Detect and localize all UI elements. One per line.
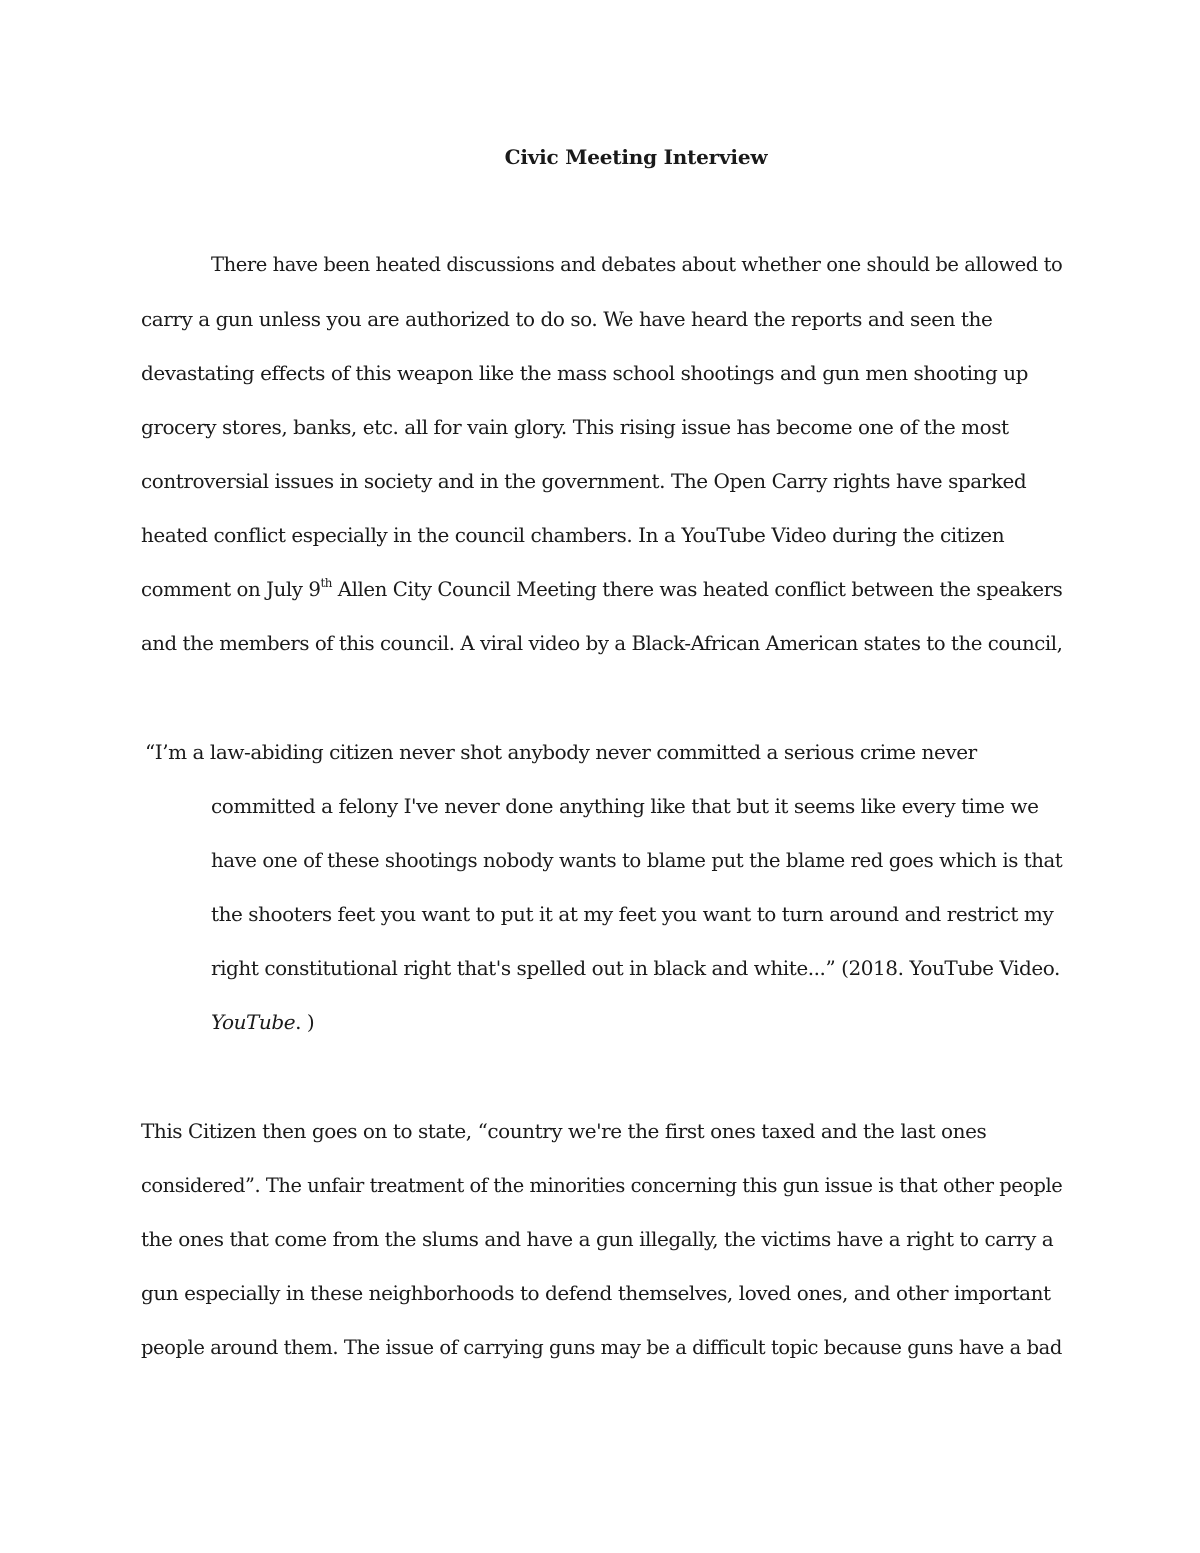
line7-text-start: comment on July 9 xyxy=(141,577,321,601)
quote-citation-line xyxy=(211,1009,314,1035)
quote-line-5: right constitutional right that's spelled out in black and white...” (2018. YouTube Video. xyxy=(211,956,1060,980)
paragraph1-line-8: and the members of this council. A viral video by a Black-African American states to the council, xyxy=(141,631,1063,655)
paragraph1-line-6: heated conflict especially in the council chambers. In a YouTube Video during the citizen xyxy=(141,523,1005,547)
paragraph2-line-1: This Citizen then goes on to state, “country we're the first ones taxed and the last ones xyxy=(141,1119,987,1143)
quote-line-2: committed a felony I've never done anything like that but it seems like every time we xyxy=(211,794,1039,818)
ordinal-superscript: th xyxy=(320,576,332,591)
quote-line-4: the shooters feet you want to put it at my feet you want to turn around and restrict my xyxy=(211,902,1054,926)
paragraph2-line-2: considered”. The unfair treatment of the minorities concerning this gun issue is that other people xyxy=(141,1173,1063,1197)
paragraph2-line-5: people around them. The issue of carrying guns may be a difficult topic because guns have a bad xyxy=(141,1335,1062,1359)
paragraph1-line-5: controversial issues in society and in the government. The Open Carry rights have sparked xyxy=(141,469,1027,493)
paragraph1-line-2: carry a gun unless you are authorized to do so. We have heard the reports and seen the xyxy=(141,307,993,331)
line7-text-end: Allen City Council Meeting there was heated conflict between the speakers xyxy=(331,577,1063,601)
paragraph1-line-1: There have been heated discussions and debates about whether one should be allowed to xyxy=(211,252,1063,276)
citation-source-italic: YouTube xyxy=(211,1010,296,1034)
paragraph2-line-4: gun especially in these neighborhoods to defend themselves, loved ones, and other important xyxy=(141,1281,1051,1305)
paragraph1-line-3: devastating effects of this weapon like the mass school shootings and gun men shooting up xyxy=(141,361,1028,385)
paragraph2-line-3: the ones that come from the slums and have a gun illegally, the victims have a right to carry a xyxy=(141,1227,1054,1251)
quote-line-3: have one of these shootings nobody wants to blame put the blame red goes which is that xyxy=(211,848,1063,872)
quote-line-1: “I’m a law-abiding citizen never shot anybody never committed a serious crime never xyxy=(145,740,977,764)
paragraph1-line-4: grocery stores, banks, etc. all for vain glory. This rising issue has become one of the most xyxy=(141,415,1009,439)
document-title: Civic Meeting Interview xyxy=(504,145,768,169)
paragraph1-line-7 xyxy=(141,576,1062,602)
citation-end: . ) xyxy=(295,1010,315,1034)
